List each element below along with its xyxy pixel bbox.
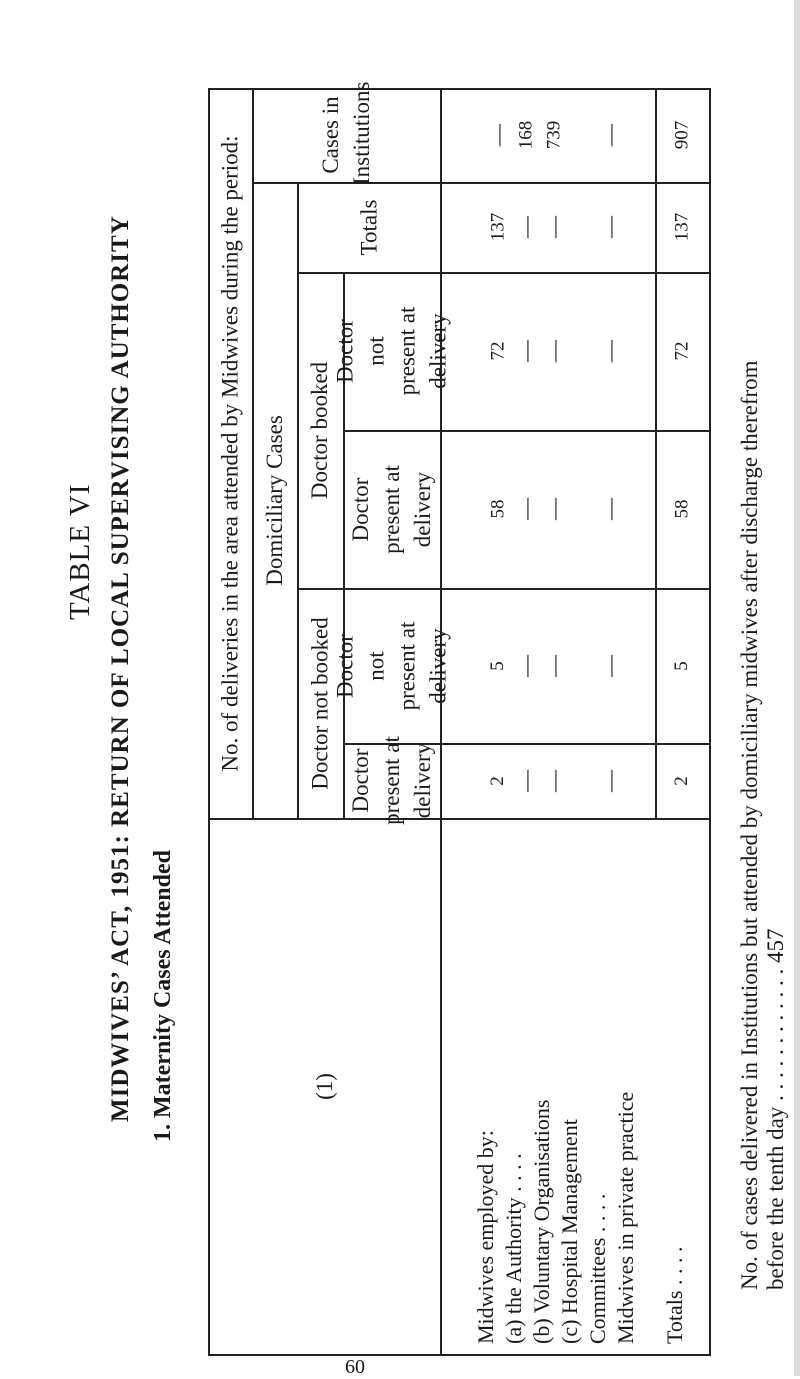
col-institutions-header: Cases in Institutions [318, 81, 374, 185]
table-cell: 137 [487, 212, 508, 242]
row-label: (a) the Authority . . . . [501, 1153, 526, 1344]
footnote-line-1: No. of cases delivered in Institutions but attended by domiciliary midwives after discharge therefrom [737, 360, 762, 1290]
table-cell: 58 [487, 499, 508, 519]
col-institutions-cell [252, 81, 440, 185]
act-title: MIDWIVES’ ACT, 1951: RETURN OF LOCAL SUPERVISING AUTHORITY [107, 215, 134, 1122]
col-b-present-header: Doctor present at delivery [348, 464, 435, 554]
booked-header: Doctor booked [307, 361, 333, 499]
footnote-line-2: before the tenth day . . . . . . . . . . . . 457 [763, 928, 788, 1290]
col-b-not-present-header: Doctor not present at delivery [332, 306, 451, 396]
table-number: TABLE VI [64, 483, 96, 620]
table-cell: — [485, 124, 510, 146]
table-cell: — [541, 340, 566, 362]
table-cell: 5 [487, 660, 508, 671]
table-cell: — [541, 654, 566, 677]
domiciliary-header: Domiciliary Cases [262, 414, 288, 586]
table-cell: 2 [487, 775, 508, 786]
totals-row-label: Totals . . . . [662, 1246, 687, 1344]
page-edge [794, 0, 800, 1376]
col-b-not-present-cell [332, 272, 451, 430]
col-totals-cell [297, 182, 440, 272]
table-cell: — [597, 124, 622, 146]
totals-cell: 58 [671, 499, 692, 519]
page-number: 60 [345, 1356, 365, 1378]
totals-cell: 5 [671, 660, 692, 671]
table-cell: — [513, 654, 538, 677]
totals-cell: 907 [671, 120, 692, 150]
table-cell: 72 [487, 341, 508, 361]
row-label: (c) Hospital Management [557, 1119, 582, 1344]
table-cell: — [597, 340, 622, 362]
row-label: Midwives employed by: [473, 1130, 498, 1344]
col-nb-not-present-header: Doctor not present at delivery [332, 621, 451, 710]
domiciliary-header-cell [252, 182, 297, 818]
col-nb-present-header: Doctor present at delivery [348, 736, 435, 825]
section-title: 1. Maternity Cases Attended [150, 850, 176, 1142]
totals-cell: 72 [671, 341, 692, 361]
col-number-cell [208, 818, 440, 1354]
table-cell: 168 [515, 120, 536, 150]
row-label: Midwives in private practice [613, 1091, 638, 1344]
table-cell: — [541, 216, 566, 238]
table-cell: — [513, 340, 538, 362]
totals-cell: 2 [671, 775, 692, 786]
table-cell: — [597, 769, 622, 792]
table-cell: — [513, 769, 538, 792]
col-b-present-cell [343, 430, 440, 588]
table-cell: — [513, 216, 538, 238]
table-cell: — [597, 498, 622, 520]
table-cell: — [541, 498, 566, 520]
table-caption: No. of deliveries in the area attended by Midwives during the period: [217, 134, 243, 772]
row-label: Committees . . . . [585, 1193, 610, 1344]
table-cell: — [513, 498, 538, 520]
col-totals-header: Totals [355, 199, 381, 255]
table-cell: — [597, 216, 622, 238]
table-caption-cell [208, 88, 252, 818]
table-cell: — [597, 654, 622, 677]
totals-cell: 137 [671, 212, 692, 242]
table-cell: 739 [543, 120, 564, 150]
col-nb-not-present-cell [332, 588, 451, 743]
col-nb-present-cell [343, 736, 440, 825]
table-cell: — [541, 769, 566, 792]
row-label: (b) Voluntary Organisations [529, 1099, 554, 1344]
not-booked-header: Doctor not booked [307, 616, 333, 790]
column-number: (1) [311, 1072, 337, 1100]
